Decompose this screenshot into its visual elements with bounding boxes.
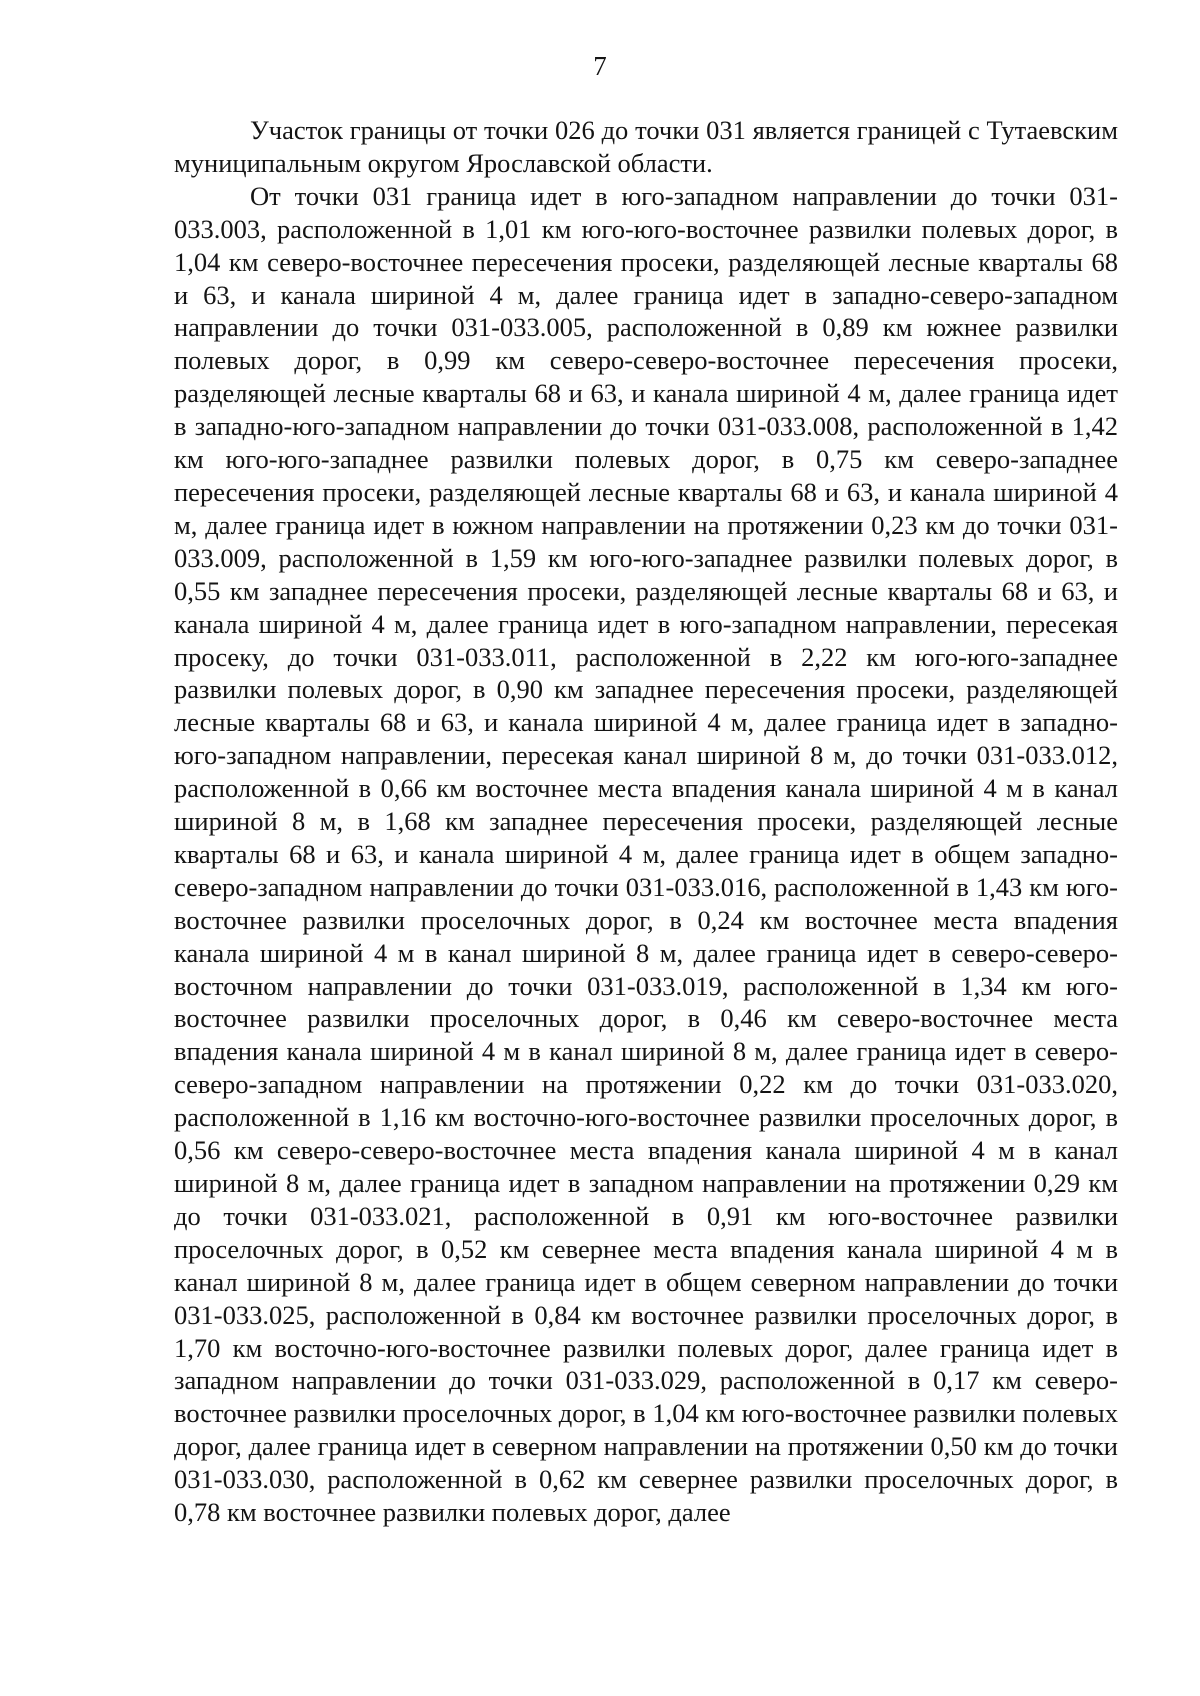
page-number: 7 — [593, 51, 607, 81]
document-body — [174, 114, 1118, 1529]
paragraph-boundary-description: От точки 031 граница идет в юго-западном направлении до точки 031-033.003, расположенной в 1,01 км юго-юго-восточнее развилки полевых дорог, в 1,04 км северо-восточнее пересечения просеки, разделяющей лесные кварталы 68 и 63, и канала шириной 4 м, далее граница идет в западно-северо-западном направлении до точки 031-033.005, расположенной в 0,89 км южнее развилки полевых дорог, в 0,99 км северо-северо-восточнее пересечения просеки, разделяющей лесные кварталы 68 и 63, и канала шириной 4 м, далее граница идет в западно-юго-западном направлении до точки 031-033.008, расположенной в 1,42 км юго-юго-западнее развилки полевых дорог, в 0,75 км северо-западнее пересечения просеки, разделяющей лесные кварталы 68 и 63, и канала шириной 4 м, далее граница идет в южном направлении на протяжении 0,23 км до точки 031-033.009, расположенной в 1,59 км юго-юго-западнее развилки полевых дорог, в 0,55 км западнее пересечения просеки, разделяющей лесные кварталы 68 и 63, и канала шириной 4 м, далее граница идет в юго-западном направлении, пересекая просеку, до точки 031-033.011, расположенной в 2,22 км юго-юго-западнее развилки полевых дорог, в 0,90 км западнее пересечения просеки, разделяющей лесные кварталы 68 и 63, и канала шириной 4 м, далее граница идет в западно-юго-западном направлении, пересекая канал шириной 8 м, до точки 031-033.012, расположенной в 0,66 км восточнее места впадения канала шириной 4 м в канал шириной 8 м, в 1,68 км западнее пересечения просеки, разделяющей лесные кварталы 68 и 63, и канала шириной 4 м, далее граница идет в общем западно-северо-западном направлении до точки 031-033.016, расположенной в 1,43 км юго-восточнее развилки проселочных дорог, в 0,24 км восточнее места впадения канала шириной 4 м в канал шириной 8 м, далее граница идет в северо-северо-восточном направлении до точки 031-033.019, расположенной в 1,34 км юго-восточнее развилки проселочных дорог, в 0,46 км северо-восточнее места впадения канала шириной 4 м в канал шириной 8 м, далее граница идет в северо-северо-западном направлении на протяжении 0,22 км до точки 031-033.020, расположенной в 1,16 км восточно-юго-восточнее развилки проселочных дорог, в 0,56 км северо-северо-восточнее места впадения канала шириной 4 м в канал шириной 8 м, далее граница идет в западном направлении на протяжении 0,29 км до точки 031-033.021, расположенной в 0,91 км юго-восточнее развилки проселочных дорог, в 0,52 км севернее места впадения канала шириной 4 м в канал шириной 8 м, далее граница идет в общем северном направлении до точки 031-033.025, расположенной в 0,84 км восточнее развилки проселочных дорог, в 1,70 км восточно-юго-восточнее развилки полевых дорог, далее граница идет в западном направлении до точки 031-033.029, расположенной в 0,17 км северо-восточнее развилки проселочных дорог, в 1,04 км юго-восточнее развилки полевых дорог, далее граница идет в северном направлении на протяжении 0,50 км до точки 031-033.030, расположенной в 0,62 км севернее развилки проселочных дорог, в 0,78 км восточнее развилки полевых дорог, далее — [174, 180, 1118, 1528]
paragraph-boundary-intro: Участок границы от точки 026 до точки 031 является границей с Тутаевским муниципальным округом Ярославской области. — [174, 115, 1118, 178]
